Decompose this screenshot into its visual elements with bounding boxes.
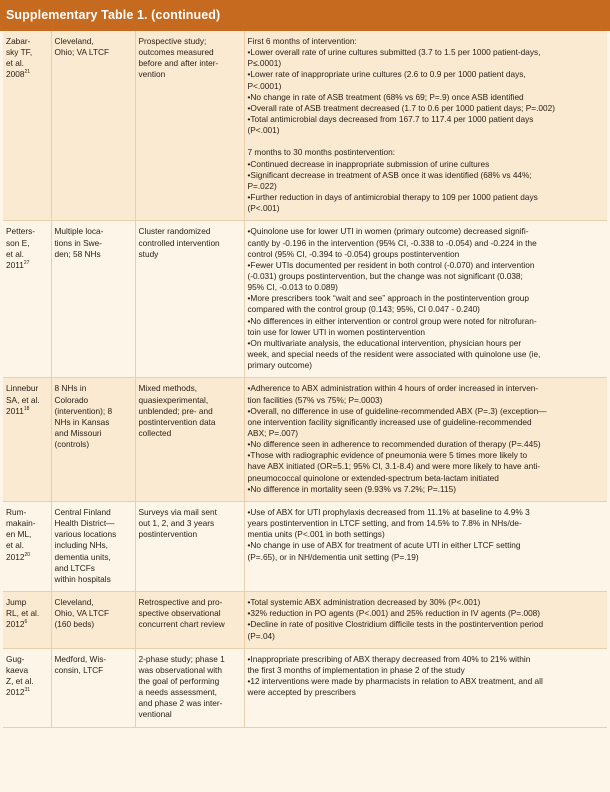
design-cell [135, 221, 244, 378]
study-cell [3, 501, 51, 591]
design-cell-line: was observational with [138, 664, 222, 675]
study-cell-line: 2012$^{20}$ [6, 551, 31, 562]
design-cell-line: controlled intervention [138, 237, 220, 248]
design-cell-line: the goal of performing [138, 675, 220, 686]
study-cell-line: 2008$^{21}$ [6, 69, 31, 80]
setting-cell-line: Cleveland, [54, 36, 94, 46]
results-cell-line: •More prescribers took “wait and see” approach in the postintervention group [247, 293, 529, 304]
setting-cell [51, 31, 135, 221]
setting-cell-line: tions in Swe- [54, 237, 102, 248]
results-cell-line: •Lower rate of inappropriate urine cultures (2.6 to 0.9 per 1000 patient days, [247, 69, 526, 80]
design-cell [135, 648, 244, 727]
reference-number: 20 [24, 551, 31, 558]
setting-cell-line: and LTCFs [54, 562, 95, 573]
design-cell-line: unblended; pre- and [138, 405, 213, 416]
results-cell-line: P=.022) [247, 180, 277, 191]
table-title: Supplementary Table 1. (continued) [0, 0, 610, 31]
design-cell-line: Mixed methods, [138, 383, 198, 394]
design-cell-line: Surveys via mail sent [138, 506, 217, 517]
design-cell-line: outcomes measured [138, 47, 214, 58]
results-cell-line: (P=.04) [247, 630, 275, 641]
study-cell [3, 378, 51, 502]
setting-cell [51, 592, 135, 649]
results-cell-line: •12 interventions were made by pharmacists in relation to ABX treatment, and all [247, 675, 543, 686]
design-cell-line: 2-phase study; phase 1 [138, 653, 225, 664]
setting-cell [51, 648, 135, 727]
design-cell-line: ventional [138, 709, 172, 720]
results-cell-line: P≤.0001) [247, 58, 282, 69]
design-cell-line: collected [138, 428, 172, 438]
study-cell-line: et al. [6, 540, 24, 551]
study-cell-line: Linnebur [6, 383, 39, 394]
results-cell [244, 501, 607, 591]
study-cell-line: 2012$^6$ [6, 619, 28, 630]
setting-cell [51, 378, 135, 502]
study-cell-line: SA, et al. [6, 394, 40, 405]
reference-number: 6 [24, 619, 28, 626]
setting-cell-line: including NHs, [54, 540, 108, 551]
results-cell-line: (P=.65), or in NH/dementia unit setting (P=.19) [247, 551, 419, 562]
design-cell [135, 31, 244, 221]
results-cell-line: tion facilities (57% vs 75%; P=.0003) [247, 394, 383, 405]
study-cell-line: sky TF, [6, 47, 33, 58]
results-cell [244, 592, 607, 649]
results-cell-line: 7 months to 30 months postintervention: [247, 147, 396, 158]
results-cell-line: control (95% CI, -0.394 to -0.054) groups postintervention [247, 248, 460, 259]
reference-number: 27 [23, 260, 30, 267]
design-cell-line: Prospective study; [138, 36, 207, 46]
results-cell-line: mentia units (P<.001 in both settings) [247, 529, 385, 540]
table-row [3, 501, 607, 591]
results-cell-line: •Total antimicrobial days decreased from 167.7 to 117.4 per 1000 patient days [247, 114, 534, 125]
results-cell-line: pneumococcal quinolone or extended-spectrum beta-lactam initiated [247, 472, 499, 483]
setting-cell-line: Central Finland [54, 506, 111, 517]
results-cell-line: •Further reduction in days of antimicrobial therapy to 109 per 1000 patient days [247, 192, 538, 203]
study-cell-line: 2011$^{27}$ [6, 259, 30, 270]
results-cell [244, 221, 607, 378]
results-cell-line: •Lower overall rate of urine cultures submitted (3.7 to 1.5 per 1000 patient-days, [247, 47, 541, 58]
results-cell-line: P<.0001) [247, 80, 282, 91]
results-cell-line: compared with the control group (0.143; 95%, CI 0.047 - 0.240) [247, 304, 480, 315]
setting-cell-line: Colorado [54, 394, 89, 405]
setting-cell-line: Health District— [54, 518, 115, 529]
setting-cell-line: Medford, Wis- [54, 653, 107, 664]
results-cell-line: •32% reduction in PO agents (P<.001) and 25% reduction in IV agents (P=.008) [247, 608, 541, 619]
results-cell [244, 31, 607, 221]
results-cell-line: •Adherence to ABX administration within 4 hours of order increased in interven- [247, 383, 539, 394]
study-cell-line: et al. [6, 248, 24, 259]
results-cell-line: •No difference seen in adherence to recommended duration of therapy (P=.445) [247, 439, 541, 450]
results-cell-line: First 6 months of intervention: [247, 36, 357, 46]
setting-cell-line: consin, LTCF [54, 664, 104, 675]
results-cell-line: •Those with radiographic evidence of pneumonia were 5 times more likely to [247, 450, 528, 461]
setting-cell-line: Ohio; VA LTCF [54, 47, 110, 58]
results-cell-line: •Fewer UTIs documented per resident in both control (-0.070) and intervention [247, 259, 535, 270]
results-cell-line: 95% CI, -0.013 to 0.089) [247, 282, 338, 293]
design-cell-line: spective observational [138, 608, 221, 619]
design-cell-line: a needs assessment, [138, 687, 217, 698]
study-cell [3, 592, 51, 649]
setting-cell-line: dementia units, [54, 551, 111, 562]
study-cell-line: Jump [6, 597, 27, 608]
results-cell-line: were accepted by prescribers [247, 687, 356, 698]
setting-cell-line: (controls) [54, 439, 90, 450]
study-cell [3, 221, 51, 378]
results-cell-line [248, 136, 605, 147]
setting-cell [51, 221, 135, 378]
results-cell-line: •No differences in either intervention or control group were noted for nitrofuran- [247, 315, 537, 326]
results-cell-line: cantly by -0.196 in the intervention (95% CI, -0.338 to -0.054) and -0.224 in the [247, 237, 537, 248]
design-cell-line: postintervention [138, 529, 198, 540]
study-cell-line: Zabar- [6, 36, 31, 46]
setting-cell-line: and Missouri [54, 428, 102, 438]
results-cell-line: years postintervention in LTCF setting, and from 14.5% to 7.8% in NHs/de- [247, 518, 522, 529]
results-cell-line: •On multivariate analysis, the educational intervention, physician hours per [247, 337, 522, 348]
results-cell-line: •Decline in rate of positive Clostridium difficile tests in the postintervention period [247, 619, 544, 630]
results-cell-line: •Significant decrease in treatment of ASB once it was identified (68% vs 44%; [247, 169, 532, 180]
results-cell-line: •No difference in mortality seen (9.93% vs 7.2%; P=.115) [247, 483, 457, 494]
table-row [3, 221, 607, 378]
design-cell-line: Cluster randomized [138, 226, 211, 237]
design-cell-line: quasiexperimental, [138, 394, 209, 405]
study-cell-line: kaeva [6, 664, 29, 675]
results-cell-line: •Overall rate of ASB treatment decreased (1.7 to 0.6 per 1000 patient days; P=.002) [247, 102, 556, 113]
design-cell-line: and phase 2 was inter- [138, 698, 223, 709]
setting-cell-line: NHs in Kansas [54, 416, 110, 427]
design-cell [135, 501, 244, 591]
setting-cell-line: various locations [54, 529, 117, 540]
study-cell [3, 31, 51, 221]
design-cell-line: study [138, 248, 159, 259]
design-cell-line: concurrent chart review [138, 619, 225, 630]
table-row [3, 378, 607, 502]
results-cell-line: have ABX initiated (OR=5.1; 95% CI, 3.1-8.4) and were more likely to have anti- [247, 461, 541, 472]
results-cell [244, 378, 607, 502]
study-cell-line: Petters- [6, 226, 36, 237]
design-cell-line: vention [138, 69, 166, 80]
setting-cell [51, 501, 135, 591]
table-row [3, 648, 607, 727]
results-cell-line: •Quinolone use for lower UTI in women (primary outcome) decreased signifi- [247, 226, 529, 237]
table-row [3, 592, 607, 649]
results-cell-line: primary outcome) [247, 360, 313, 371]
results-cell-line: (-0.031) groups postintervention, but the change was not significant (0.038; [247, 270, 523, 281]
design-cell-line: postintervention data [138, 416, 216, 427]
design-cell [135, 592, 244, 649]
study-cell-line: 2011$^{18}$ [6, 405, 30, 416]
study-cell [3, 648, 51, 727]
results-cell-line: •Inappropriate prescribing of ABX therapy decreased from 40% to 21% within [247, 653, 531, 664]
results-cell-line: (P<.001) [247, 125, 280, 136]
study-cell-line: RL, et al. [6, 608, 40, 619]
results-cell-line: •Overall, no difference in use of guideline-recommended ABX (P=.3) (exception— [247, 405, 547, 416]
study-cell-line: et al. [6, 58, 24, 69]
results-cell-line: •No change in rate of ASB treatment (68% vs 69; P=.9) once ASB identified [247, 91, 524, 102]
results-cell-line: ABX; P=.007) [247, 428, 299, 438]
results-cell-line: •No change in use of ABX for treatment of acute UTI in either LTCF setting [247, 540, 521, 551]
study-cell-line: Rum- [6, 506, 27, 517]
study-cell-line: son E, [6, 237, 30, 248]
study-cell-line: 2012$^{31}$ [6, 687, 31, 698]
setting-cell-line: 8 NHs in [54, 383, 87, 394]
setting-cell-line: Ohio, VA LTCF [54, 608, 110, 619]
results-cell-line: (P<.001) [247, 203, 280, 214]
design-cell-line: Retrospective and pro- [138, 597, 223, 608]
design-cell [135, 378, 244, 502]
setting-cell-line: within hospitals [54, 573, 111, 584]
study-cell-line: makain- [6, 518, 36, 529]
setting-cell-line: (160 beds) [54, 619, 95, 630]
design-cell-line: before and after inter- [138, 58, 219, 69]
reference-number: 31 [24, 687, 31, 694]
results-cell-line: one intervention facility significantly increased use of guideline-recommended [247, 416, 532, 427]
setting-cell-line: den; 58 NHs [54, 248, 101, 259]
study-cell-line: en ML, [6, 529, 32, 540]
study-cell-line: Gug- [6, 653, 25, 664]
results-cell-line: the first 3 months of implementation in phase 2 of the study [247, 664, 465, 675]
setting-cell-line: (intervention); 8 [54, 405, 113, 416]
results-cell-line: week, and special needs of the resident were associated with quinolone use (ie, [247, 349, 541, 360]
results-cell-line: •Continued decrease in inappropriate submission of urine cultures [247, 158, 490, 169]
results-cell-line: •Total systemic ABX administration decreased by 30% (P<.001) [247, 597, 481, 608]
results-cell [244, 648, 607, 727]
design-cell-line: out 1, 2, and 3 years [138, 518, 215, 529]
reference-number: 21 [24, 69, 31, 76]
results-cell-line: •Use of ABX for UTI prophylaxis decreased from 11.1% at baseline to 4.9% 3 [247, 506, 530, 517]
table-row [3, 31, 607, 221]
study-cell-line: Z, et al. [6, 675, 34, 686]
setting-cell-line: Cleveland, [54, 597, 94, 608]
supplementary-table [3, 31, 607, 728]
reference-number: 18 [23, 405, 30, 412]
results-cell-line: toin use for lower UTI in women postintervention [247, 326, 426, 337]
setting-cell-line: Multiple loca- [54, 226, 104, 237]
